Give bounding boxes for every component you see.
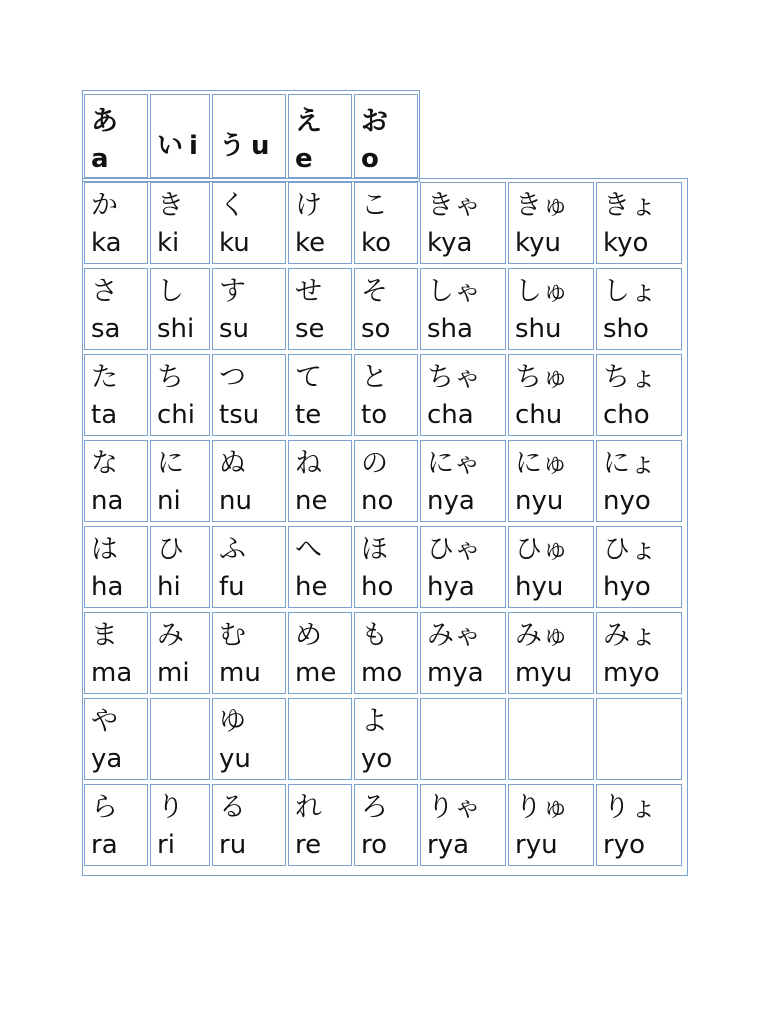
romaji-text: te — [295, 400, 322, 430]
romaji-text: rya — [427, 830, 470, 860]
header-cell — [354, 94, 418, 178]
syllable-cell — [354, 354, 418, 436]
romaji-text: mi — [157, 658, 190, 688]
romaji-text: tsu — [219, 400, 260, 430]
kana-text: も — [361, 620, 388, 651]
syllable-cell — [354, 784, 418, 866]
romaji-text: ru — [219, 830, 247, 860]
romaji-text: u — [251, 131, 270, 161]
header-cell — [84, 94, 148, 178]
romaji-text: chi — [157, 400, 195, 430]
syllable-cell — [508, 268, 594, 350]
syllable-cell — [596, 440, 682, 522]
syllable-cell — [420, 526, 506, 608]
romaji-text: na — [91, 486, 124, 516]
kana-text: ひ — [157, 534, 184, 565]
header-label — [219, 131, 270, 161]
kana-text: ほ — [361, 534, 388, 565]
syllable-cell — [212, 784, 286, 866]
kana-text: い — [157, 131, 184, 161]
syllable-cell — [212, 182, 286, 264]
romaji-text: ke — [295, 228, 326, 258]
syllable-cell — [150, 268, 210, 350]
syllable-cell — [420, 698, 506, 780]
syllable-cell — [508, 526, 594, 608]
kana-text: り — [157, 792, 184, 823]
syllable-cell — [354, 440, 418, 522]
romaji-text: hyu — [515, 572, 564, 602]
syllable-cell — [508, 698, 594, 780]
syllable-cell — [288, 526, 352, 608]
kana-text: みょ — [603, 620, 657, 651]
kana-text: ちゃ — [427, 362, 481, 393]
kana-text: ひゃ — [427, 534, 481, 565]
syllable-cell — [288, 268, 352, 350]
syllable-cell — [508, 612, 594, 694]
kana-text: そ — [361, 276, 388, 307]
romaji-text: re — [295, 830, 322, 860]
kana-text: へ — [295, 534, 322, 565]
syllable-cell — [84, 526, 148, 608]
romaji-text: ku — [219, 228, 250, 258]
syllable-cell — [212, 354, 286, 436]
romaji-text: so — [361, 314, 391, 344]
kana-text: ふ — [219, 534, 246, 565]
kana-text: しょ — [603, 276, 657, 307]
syllable-cell — [288, 440, 352, 522]
syllable-cell — [596, 182, 682, 264]
syllable-cell — [508, 440, 594, 522]
kana-text: しゅ — [515, 276, 569, 307]
kana-text: み — [157, 620, 184, 651]
syllable-cell — [420, 182, 506, 264]
romaji-text: nya — [427, 486, 475, 516]
kana-text: みゃ — [427, 620, 481, 651]
romaji-text: he — [295, 572, 328, 602]
kana-text: にょ — [603, 448, 657, 479]
kana-text: ゆ — [219, 706, 246, 737]
kana-text: ち — [157, 362, 184, 393]
syllable-cell — [212, 440, 286, 522]
syllable-cell — [596, 612, 682, 694]
syllable-cell — [354, 698, 418, 780]
romaji-text: kya — [427, 228, 473, 258]
kana-text: し — [157, 276, 184, 307]
syllable-cell — [288, 612, 352, 694]
kana-text: や — [91, 706, 118, 737]
syllable-cell — [508, 354, 594, 436]
kana-text: と — [361, 362, 388, 393]
romaji-text: myu — [515, 658, 573, 688]
syllable-cell — [508, 182, 594, 264]
syllable-cell — [420, 354, 506, 436]
kana-text: た — [91, 362, 118, 393]
romaji-text: ho — [361, 572, 394, 602]
romaji-text: ki — [157, 228, 180, 258]
kana-text: え — [295, 106, 322, 137]
syllable-cell — [150, 440, 210, 522]
romaji-text: shi — [157, 314, 195, 344]
romaji-text: ko — [361, 228, 392, 258]
syllable-cell — [596, 698, 682, 780]
syllable-cell — [288, 698, 352, 780]
romaji-text: a — [91, 144, 109, 174]
syllable-cell — [212, 526, 286, 608]
romaji-text: ryo — [603, 830, 645, 860]
kana-text: め — [295, 620, 322, 651]
kana-text: る — [219, 792, 246, 823]
kana-text: ね — [295, 448, 322, 479]
syllable-cell — [596, 784, 682, 866]
romaji-text: mya — [427, 658, 484, 688]
romaji-text: ya — [91, 744, 123, 774]
syllable-cell — [354, 526, 418, 608]
kana-text: りゃ — [427, 792, 481, 823]
kana-text: よ — [361, 706, 388, 737]
syllable-cell — [420, 440, 506, 522]
romaji-text: kyu — [515, 228, 561, 258]
kana-text: ちゅ — [515, 362, 569, 393]
kana-text: ちょ — [603, 362, 657, 393]
kana-text: きょ — [603, 190, 657, 221]
kana-text: か — [91, 190, 118, 221]
kana-text: お — [361, 106, 388, 137]
header-cell — [288, 94, 352, 178]
syllable-cell — [84, 354, 148, 436]
romaji-text: i — [189, 131, 198, 161]
kana-text: みゅ — [515, 620, 569, 651]
romaji-text: hyo — [603, 572, 651, 602]
syllable-cell — [354, 182, 418, 264]
romaji-text: no — [361, 486, 394, 516]
syllable-cell — [150, 784, 210, 866]
kana-text: りゅ — [515, 792, 569, 823]
syllable-cell — [84, 182, 148, 264]
kana-text: さ — [91, 276, 118, 307]
romaji-text: ryu — [515, 830, 558, 860]
kana-text: け — [295, 190, 322, 221]
kana-text: の — [361, 448, 388, 479]
kana-text: ひゅ — [515, 534, 569, 565]
romaji-text: nyu — [515, 486, 564, 516]
romaji-text: sa — [91, 314, 121, 344]
syllable-cell — [150, 526, 210, 608]
romaji-text: cha — [427, 400, 474, 430]
kana-text: き — [157, 190, 184, 221]
romaji-text: kyo — [603, 228, 649, 258]
romaji-text: su — [219, 314, 250, 344]
syllable-cell — [150, 182, 210, 264]
kana-text: む — [219, 620, 246, 651]
syllable-cell — [150, 354, 210, 436]
kana-text: りょ — [603, 792, 657, 823]
kana-text: は — [91, 534, 118, 565]
kana-text: つ — [219, 362, 246, 393]
syllable-cell — [212, 268, 286, 350]
header-cell — [150, 94, 210, 178]
syllable-cell — [84, 698, 148, 780]
romaji-text: ne — [295, 486, 328, 516]
romaji-text: mo — [361, 658, 403, 688]
romaji-text: ra — [91, 830, 118, 860]
syllable-cell — [596, 268, 682, 350]
romaji-text: sho — [603, 314, 649, 344]
romaji-text: yo — [361, 744, 393, 774]
syllable-cell — [212, 612, 286, 694]
romaji-text: cho — [603, 400, 650, 430]
kana-text: ひょ — [603, 534, 657, 565]
romaji-text: ro — [361, 830, 388, 860]
syllable-cell — [84, 612, 148, 694]
syllable-cell — [84, 268, 148, 350]
kana-text: こ — [361, 190, 388, 221]
syllable-cell — [212, 698, 286, 780]
syllable-cell — [354, 612, 418, 694]
romaji-text: ri — [157, 830, 175, 860]
syllable-cell — [150, 698, 210, 780]
syllable-cell — [288, 182, 352, 264]
romaji-text: fu — [219, 572, 245, 602]
romaji-text: mu — [219, 658, 261, 688]
syllable-cell — [354, 268, 418, 350]
romaji-text: sha — [427, 314, 473, 344]
romaji-text: shu — [515, 314, 562, 344]
kana-text: しゃ — [427, 276, 481, 307]
kana-text: せ — [295, 276, 322, 307]
header-cell — [212, 94, 286, 178]
romaji-text: ta — [91, 400, 118, 430]
kana-text: にゅ — [515, 448, 569, 479]
kana-text: う — [219, 131, 246, 161]
romaji-text: ma — [91, 658, 133, 688]
romaji-text: hya — [427, 572, 475, 602]
kana-text: す — [219, 276, 246, 307]
syllable-cell — [596, 354, 682, 436]
romaji-text: hi — [157, 572, 181, 602]
romaji-text: yu — [219, 744, 251, 774]
romaji-text: chu — [515, 400, 563, 430]
romaji-text: me — [295, 658, 337, 688]
romaji-text: ha — [91, 572, 124, 602]
syllable-cell — [420, 612, 506, 694]
romaji-text: ka — [91, 228, 122, 258]
kana-text: あ — [91, 106, 118, 137]
syllable-cell — [84, 440, 148, 522]
kana-text: て — [295, 362, 322, 393]
kana-text: な — [91, 448, 118, 479]
syllable-cell — [420, 784, 506, 866]
kana-text: ら — [91, 792, 118, 823]
romaji-text: nu — [219, 486, 252, 516]
kana-text: ぬ — [219, 448, 246, 479]
kana-text: ろ — [361, 792, 388, 823]
syllable-cell — [596, 526, 682, 608]
kana-text: れ — [295, 792, 322, 823]
kana-text: ま — [91, 620, 118, 651]
kana-text: に — [157, 448, 184, 479]
kana-text: にゃ — [427, 448, 481, 479]
kana-text: きゅ — [515, 190, 569, 221]
romaji-text: nyo — [603, 486, 651, 516]
kana-text: く — [219, 190, 246, 221]
syllable-cell — [508, 784, 594, 866]
syllable-cell — [150, 612, 210, 694]
romaji-text: to — [361, 400, 388, 430]
romaji-text: e — [295, 144, 313, 174]
syllable-cell — [288, 354, 352, 436]
romaji-text: se — [295, 314, 325, 344]
kana-text: きゃ — [427, 190, 481, 221]
syllable-cell — [420, 268, 506, 350]
syllable-cell — [288, 784, 352, 866]
romaji-text: ni — [157, 486, 181, 516]
romaji-text: myo — [603, 658, 660, 688]
romaji-text: o — [361, 144, 379, 174]
header-label — [157, 131, 198, 161]
syllable-cell — [84, 784, 148, 866]
